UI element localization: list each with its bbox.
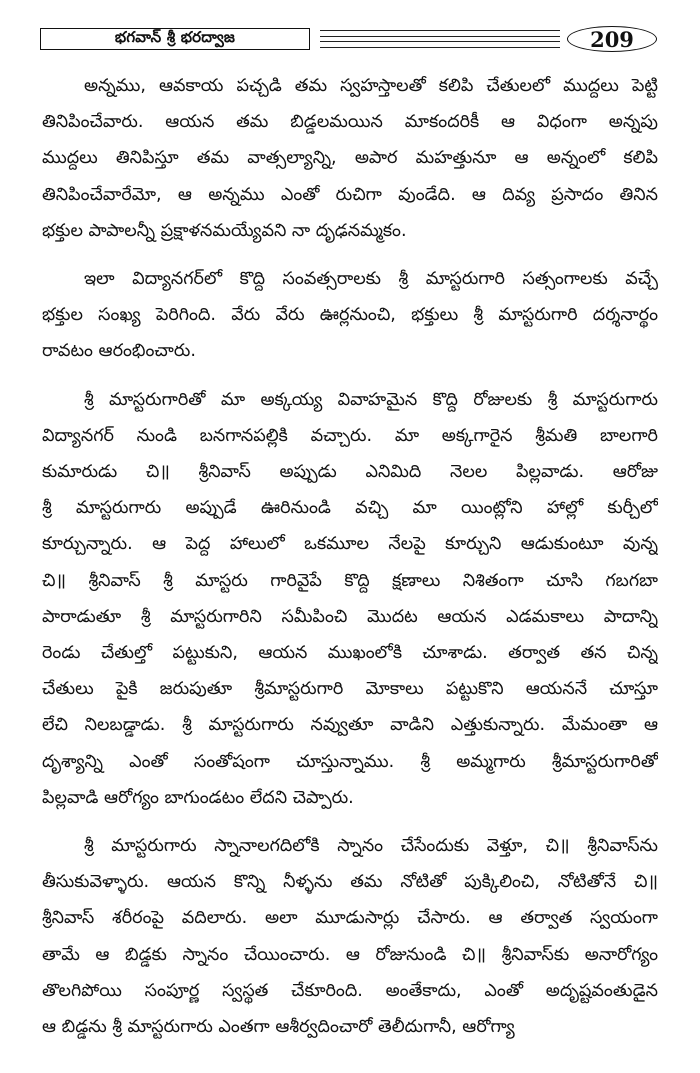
page-number: 209 (567, 26, 657, 52)
text-line: చి॥ శ్రీనివాస్ శ్రీ మాస్టరు గారివైపే కొద్ది క్షణాలు నిశితంగా చూసి గబగబా (42, 570, 658, 591)
text-line: కూర్చున్నారు. ఆ పెద్ద హాలులో ఒకమూల నేలపై కూర్చుని ఆడుకుంటూ వున్న (42, 534, 658, 555)
running-header (40, 28, 660, 54)
text-line: తినిపించేవారు. ఆయన తమ బిడ్డలమయిన మాకందరికీ ఆ విధంగా అన్నపు (42, 112, 658, 133)
text-line: ఆ బిడ్డను శ్రీ మాస్టరుగారు ఎంతగా ఆశీర్వదించారో తెలీదుగానీ, ఆరోగ్యా (42, 1017, 515, 1038)
text-line: విద్యానగర్ నుండి బనగానపల్లికి వచ్చారు. మా అక్కగారైన శ్రీమతి బాలగారి (42, 425, 658, 446)
book-title: భగవాన్ శ్రీ భరద్వాజ (40, 28, 310, 50)
text-line: శ్రీ మాస్టరుగారితో మా అక్కయ్య వివాహమైన కొద్ది రోజులకు శ్రీ మాస్టరుగారు (84, 389, 658, 410)
paragraph (42, 382, 658, 816)
text-line: భక్తుల పాపాలన్నీ ప్రక్షాళనమయ్యేవని నా దృఢనమ్మకం. (42, 220, 407, 241)
paragraph (42, 828, 658, 1045)
rule-line (320, 41, 560, 42)
text-line: ముద్దలు తినిపిస్తూ తమ వాత్సల్యాన్ని, అపార మహత్తునూ ఆ అన్నంలో కలిపి (42, 148, 658, 169)
page-body (42, 68, 658, 1057)
text-line: తినిపించేవారేమో, ఆ అన్నము ఎంతో రుచిగా వుండేది. ఆ దివ్య ప్రసాదం తినిన (42, 184, 658, 205)
text-line: రావటం ఆరంభించారు. (42, 341, 196, 362)
rule-line (320, 30, 560, 31)
text-line: దృశ్యాన్ని ఎంతో సంతోషంగా చూస్తున్నాము. శ్రీ అమ్మగారు శ్రీమాస్టరుగారితో (42, 751, 658, 772)
text-line: కుమారుడు చి॥ శ్రీనివాస్ అప్పుడు ఎనిమిది నెలల పిల్లవాడు. ఆరోజు (42, 462, 658, 483)
text-line: లేచి నిలబడ్డాడు. శ్రీ మాస్టరుగారు నవ్వుతూ వాడిని ఎత్తుకున్నారు. మేమంతా ఆ (42, 715, 658, 736)
header-rules (320, 30, 560, 48)
rule-line (320, 47, 560, 48)
text-line: శ్రీ మాస్టరుగారు స్నానాలగదిలోకి స్నానం చేసేందుకు వెళ్తూ, చి॥ శ్రీనివాస్‌ను (84, 836, 658, 857)
text-line: శ్రీనివాస్ శరీరంపై వదిలారు. అలా మూడుసార్లు చేసారు. ఆ తర్వాత స్వయంగా (42, 908, 658, 929)
text-line: శ్రీ మాస్టరుగారు అప్పుడే ఊరినుండి వచ్చి మా యింట్లోని హాల్లో కుర్చీలో (42, 498, 658, 519)
text-line: భక్తుల సంఖ్య పెరిగింది. వేరు వేరు ఊర్లనుంచి, భక్తులు శ్రీ మాస్టరుగారి దర్శనార్థం (42, 305, 658, 326)
text-line: తొలగిపోయి సంపూర్ణ స్వస్థత చేకూరింది. అంతేకాదు, ఎంతో అదృష్టవంతుడైన (42, 980, 658, 1001)
text-line: చేతులు పైకి జరుపుతూ శ్రీమాస్టరుగారి మోకాలు పట్టుకొని ఆయననే చూస్తూ (42, 679, 658, 700)
text-line: పిల్లవాడి ఆరోగ్యం బాగుండటం లేదని చెప్పారు. (42, 787, 354, 808)
paragraph (42, 261, 658, 370)
paragraph (42, 68, 658, 249)
text-line: రెండు చేతుల్తో పట్టుకుని, ఆయన ముఖంలోకి చూశాడు. తర్వాత తన చిన్న (42, 643, 658, 664)
text-line: అన్నము, ఆవకాయ పచ్చడి తమ స్వహస్తాలతో కలిపి చేతులలో ముద్దలు పెట్టి (84, 76, 658, 96)
text-line: తీసుకువెళ్ళారు. ఆయన కొన్ని నీళ్ళను తమ నోటితో పుక్కిలించి, నోటితోనే చి॥ (42, 872, 658, 893)
rule-line (320, 36, 560, 37)
text-line: తామే ఆ బిడ్డకు స్నానం చేయించారు. ఆ రోజునుండి చి॥ శ్రీనివాస్‌కు అనారోగ్యం (42, 944, 658, 965)
text-line: పారాడుతూ శ్రీ మాస్టరుగారిని సమీపించి మొదట ఆయన ఎడమకాలు పాదాన్ని (42, 606, 658, 627)
text-line: ఇలా విద్యానగర్‌లో కొద్ది సంవత్సరాలకు శ్రీ మాస్టరుగారి సత్సంగాలకు వచ్చే (84, 269, 658, 290)
